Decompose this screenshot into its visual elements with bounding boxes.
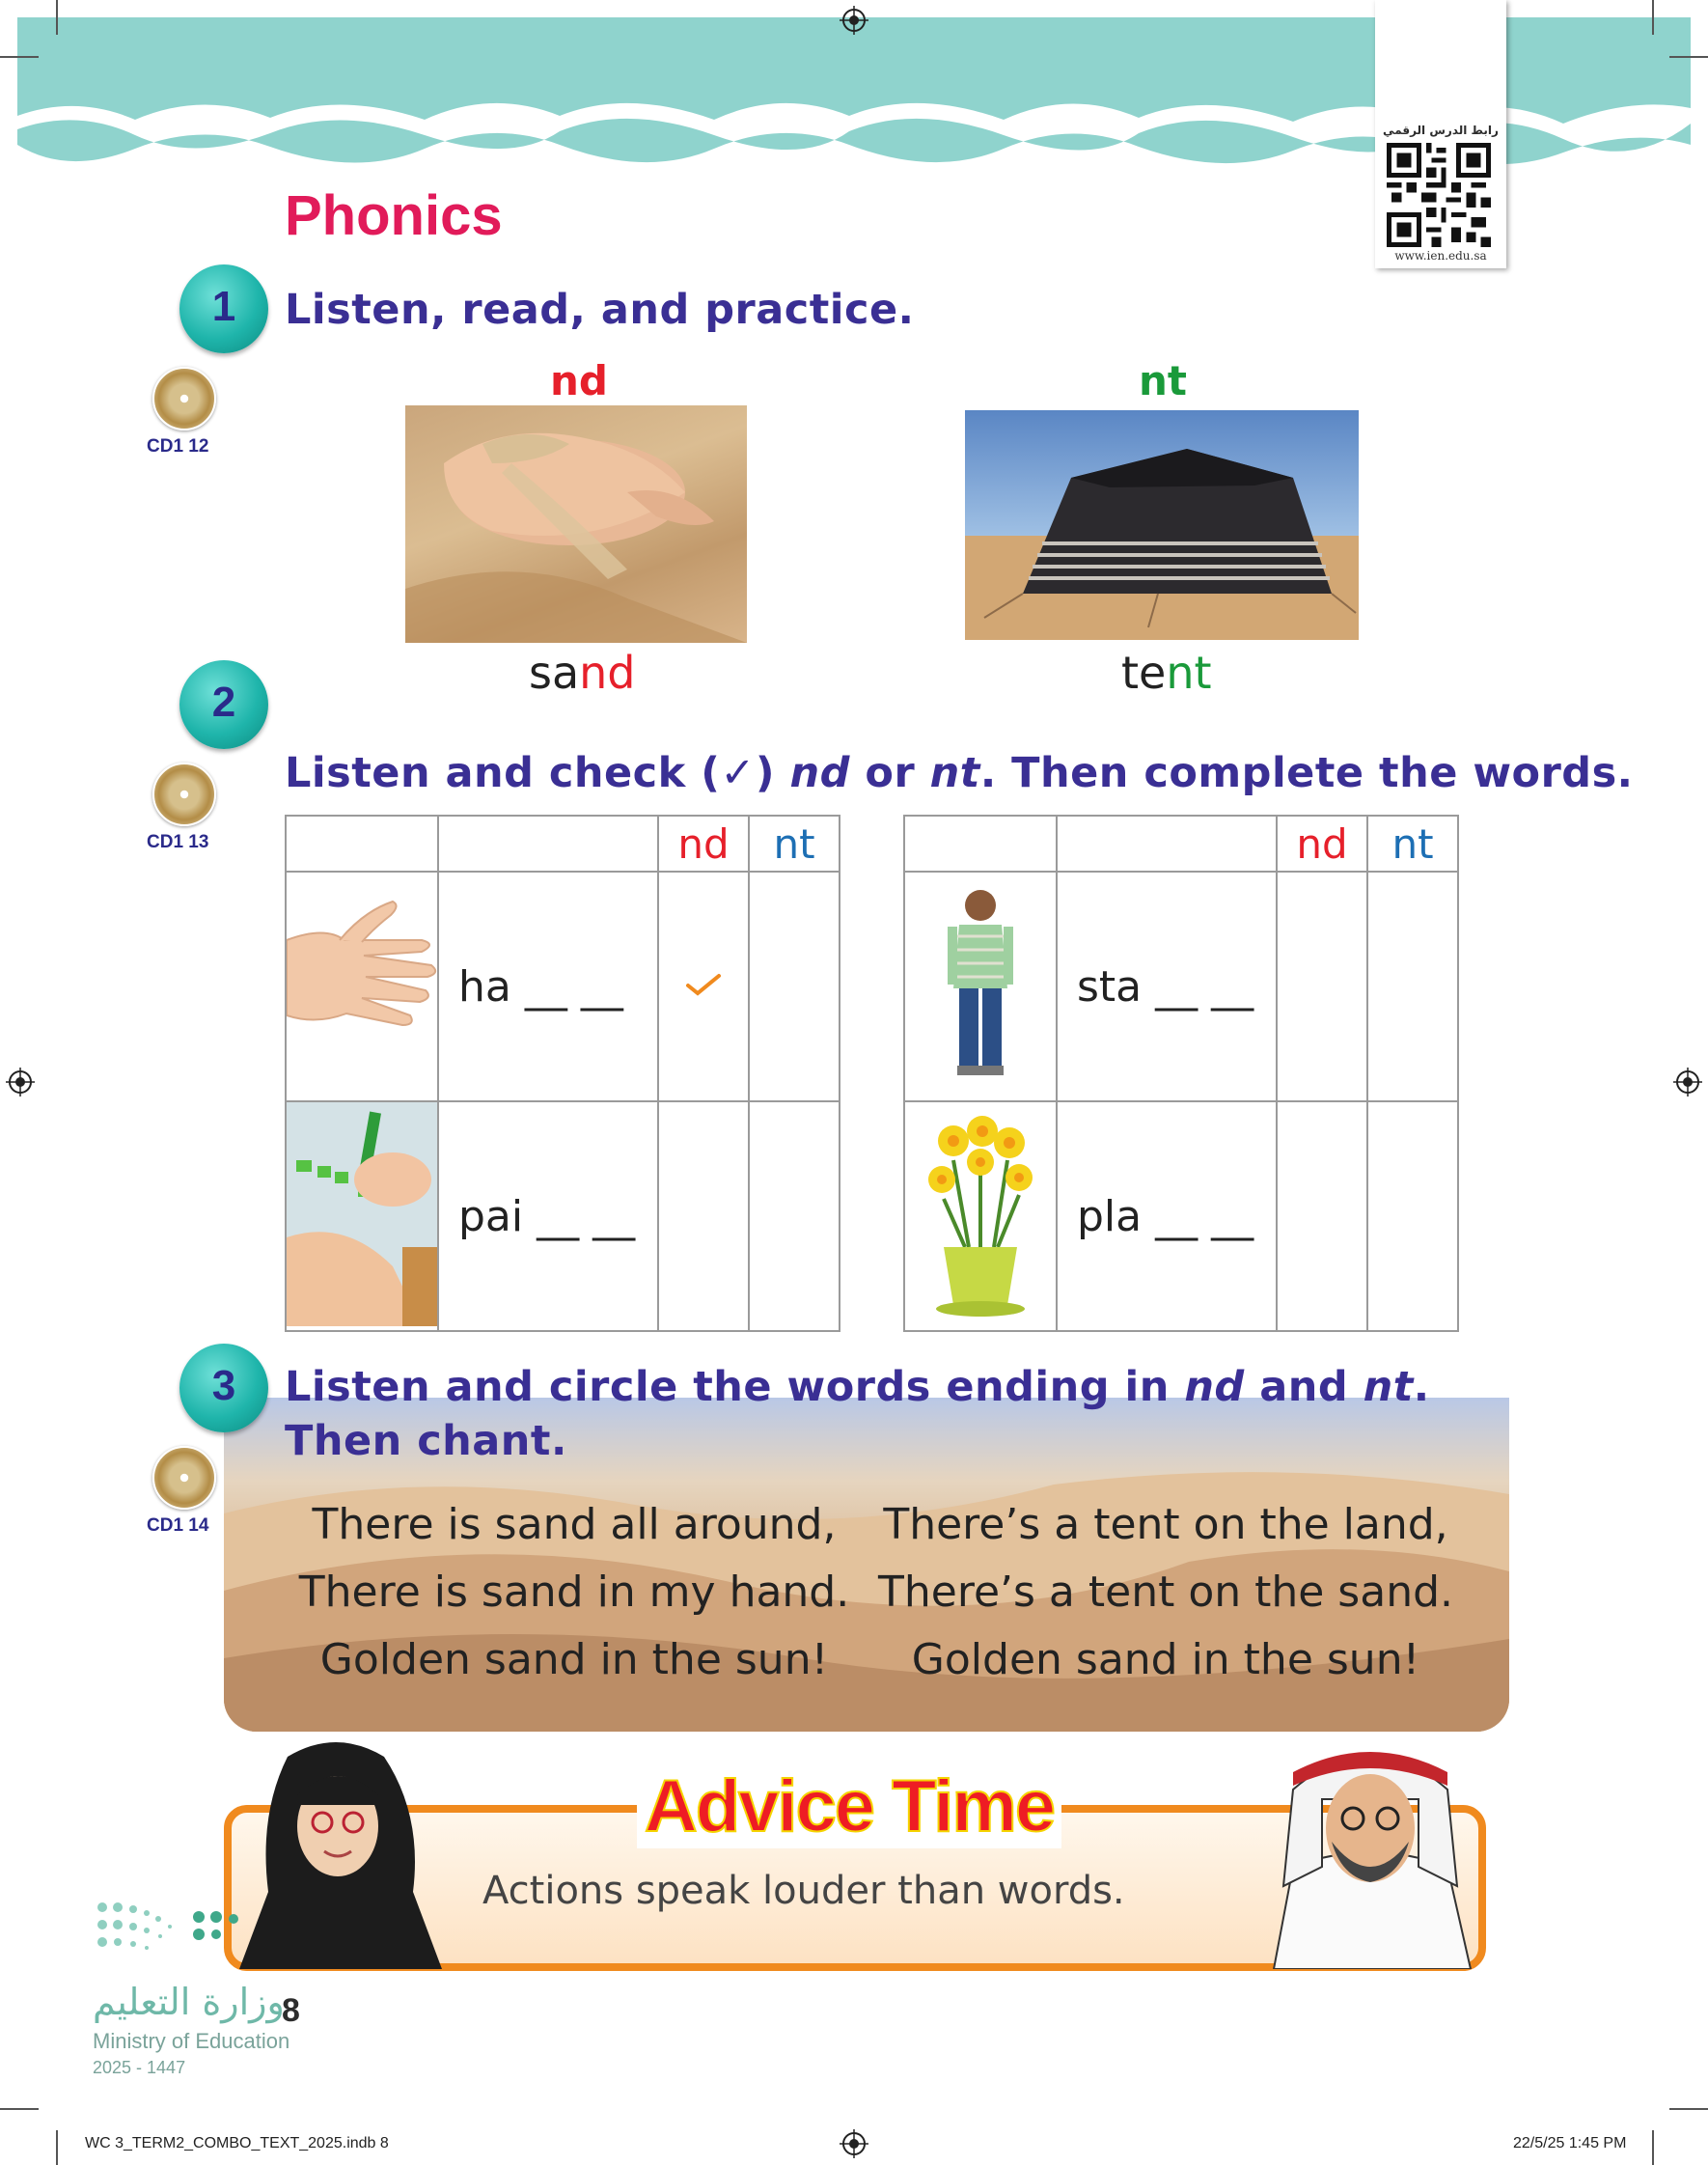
example-word-sand — [529, 647, 636, 699]
word-stem: sa — [529, 647, 580, 699]
instruction-pattern-nd: nd — [789, 749, 850, 797]
check-mark-icon: ✓ — [720, 749, 756, 797]
check-cell-nd[interactable] — [1277, 872, 1367, 1101]
word-stem: sta — [1077, 961, 1143, 1012]
answer-blank[interactable]: __ __ — [537, 1191, 636, 1241]
check-cell-nt[interactable] — [749, 1101, 840, 1331]
pattern-label-nt: nt — [1139, 357, 1187, 404]
chant-line[interactable]: There is sand in my hand. — [298, 1568, 850, 1617]
crop-mark — [1652, 0, 1654, 35]
table-row — [904, 1101, 1458, 1331]
picture-cell — [286, 1101, 438, 1331]
registration-mark-icon — [1673, 1068, 1702, 1096]
teacher-man-illustration — [1254, 1722, 1486, 1969]
picture-cell — [904, 1101, 1057, 1331]
crop-mark — [56, 2130, 58, 2165]
exercise-instruction — [285, 749, 1634, 797]
digital-lesson-label: رابط الدرس الرقمي — [1383, 124, 1499, 137]
check-cell-nd[interactable] — [1277, 1101, 1367, 1331]
instruction-text: . Then complete the words. — [979, 749, 1634, 797]
sand-in-hands-photo — [405, 405, 747, 643]
instruction-pattern-nd: nd — [1184, 1363, 1245, 1411]
exercise-instruction-line2: Then chant. — [285, 1417, 567, 1465]
crop-mark — [1652, 2130, 1654, 2165]
word-stem: te — [1121, 647, 1167, 699]
table-row — [286, 872, 840, 1101]
chant-line[interactable]: Golden sand in the sun! — [911, 1635, 1420, 1684]
ministry-year: 2025 - 1447 — [93, 2058, 186, 2077]
cd-icon — [152, 367, 216, 430]
word-stem: pai — [458, 1191, 524, 1241]
exercise-number-badge — [179, 660, 268, 749]
word-cell — [1057, 872, 1277, 1101]
table-header-cell — [438, 816, 658, 872]
check-table-left — [285, 815, 840, 1332]
table-header-cell — [1057, 816, 1277, 872]
word-cell — [1057, 1101, 1277, 1331]
word-cell — [438, 1101, 658, 1331]
painting-photo — [287, 1102, 437, 1326]
exercise-number: 2 — [211, 679, 236, 726]
audio-track-label: CD1 12 — [147, 436, 209, 457]
page-number: 8 — [282, 1992, 300, 2029]
digital-lesson-url[interactable]: www.ien.edu.sa — [1394, 249, 1487, 263]
crop-mark — [56, 0, 58, 35]
column-header-nd: nd — [658, 816, 749, 872]
chant-line[interactable]: Golden sand in the sun! — [319, 1635, 829, 1684]
chant-line[interactable]: There is sand all around, — [312, 1500, 837, 1549]
word-cell — [438, 872, 658, 1101]
instruction-text: ) — [755, 749, 790, 797]
answer-blank[interactable]: __ __ — [1155, 1191, 1254, 1241]
check-cell-nt[interactable] — [749, 872, 840, 1101]
word-stem: ha — [458, 961, 511, 1012]
print-file-slug: WC 3_TERM2_COMBO_TEXT_2025.indb 8 — [85, 2135, 389, 2151]
answer-blank[interactable]: __ __ — [524, 961, 623, 1012]
ministry-logo-icon — [93, 1898, 286, 1975]
table-row — [286, 1101, 840, 1331]
chant-line[interactable]: There’s a tent on the sand. — [878, 1568, 1453, 1617]
audio-track-label: CD1 14 — [147, 1515, 209, 1536]
qr-code-icon[interactable] — [1387, 143, 1491, 247]
ministry-name-arabic: وزارة التعليم — [93, 1981, 285, 2023]
cd-icon — [152, 763, 216, 826]
page-title: Phonics — [285, 184, 503, 247]
exercise-number-badge — [179, 1344, 268, 1432]
registration-mark-icon — [6, 1068, 35, 1096]
crop-mark — [0, 2108, 39, 2110]
check-cell-nd[interactable] — [658, 1101, 749, 1331]
example-word-tent — [1121, 647, 1212, 699]
table-header-cell — [286, 816, 438, 872]
desert-tent-photo — [965, 410, 1359, 640]
plant-pot-photo — [905, 1102, 1056, 1326]
picture-cell — [904, 872, 1057, 1101]
exercise-instruction: Listen, read, and practice. — [285, 286, 915, 334]
advice-title: Advice Time — [637, 1764, 1061, 1848]
instruction-text: Listen and circle the words ending in — [285, 1363, 1185, 1411]
table-header-cell — [904, 816, 1057, 872]
instruction-text: . — [1413, 1363, 1430, 1411]
check-cell-nd[interactable] — [658, 872, 749, 1101]
column-header-nd: nd — [1277, 816, 1367, 872]
word-stem: pla — [1077, 1191, 1143, 1241]
crop-mark — [0, 56, 39, 58]
registration-mark-icon — [840, 2129, 868, 2158]
pattern-label-nd: nd — [550, 357, 608, 404]
exercise-number: 1 — [211, 283, 236, 330]
column-header-nt: nt — [749, 816, 840, 872]
instruction-text: or — [849, 749, 930, 797]
advice-text: Actions speak louder than words. — [482, 1869, 1125, 1913]
check-cell-nt[interactable] — [1367, 1101, 1458, 1331]
crop-mark — [1669, 2108, 1708, 2110]
audio-track-label: CD1 13 — [147, 832, 209, 852]
exercise-number-badge — [179, 264, 268, 353]
audio-track-button[interactable] — [145, 367, 222, 459]
word-ending: nt — [1166, 647, 1212, 699]
check-table-right — [903, 815, 1459, 1332]
instruction-text: Listen and check ( — [285, 749, 721, 797]
registration-mark-icon — [840, 6, 868, 35]
print-date-slug: 22/5/25 1:45 PM — [1513, 2135, 1627, 2151]
instruction-pattern-nt: nt — [929, 749, 980, 797]
hand-icon — [287, 873, 437, 1096]
answer-blank[interactable]: __ __ — [1155, 961, 1254, 1012]
picture-cell — [286, 872, 438, 1101]
chant-line[interactable]: There’s a tent on the land, — [883, 1500, 1448, 1549]
exercise-instruction — [285, 1363, 1430, 1411]
column-header-nt: nt — [1367, 816, 1458, 872]
cd-icon — [152, 1446, 216, 1510]
check-mark-icon — [684, 970, 723, 999]
audio-track-button[interactable] — [145, 1446, 222, 1539]
crop-mark — [1669, 56, 1708, 58]
table-row — [904, 872, 1458, 1101]
instruction-pattern-nt: nt — [1363, 1363, 1414, 1411]
exercise-number: 3 — [211, 1362, 236, 1409]
audio-track-button[interactable] — [145, 763, 222, 855]
ministry-name-english: Ministry of Education — [93, 2029, 290, 2053]
word-ending: nd — [579, 647, 636, 699]
check-cell-nt[interactable] — [1367, 872, 1458, 1101]
instruction-text: and — [1244, 1363, 1364, 1411]
standing-boy-photo — [905, 873, 1056, 1096]
